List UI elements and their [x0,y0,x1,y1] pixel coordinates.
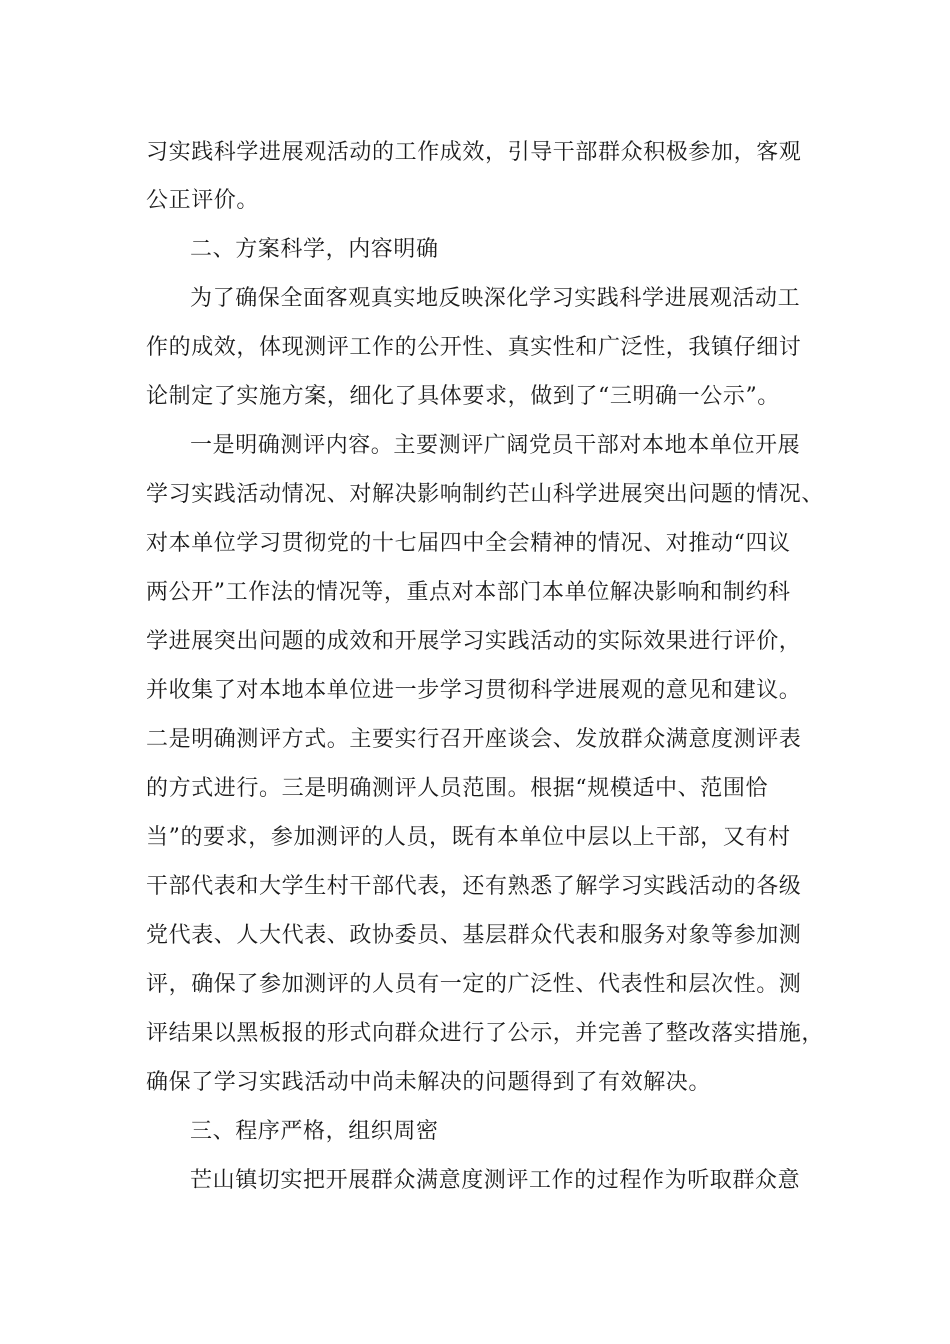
text-line-17: 党代表、人大代表、政协委员、基层群众代表和服务对象等参加测 [146,923,802,948]
text-line-5: 作的成效，体现测评工作的公开性、真实性和广泛性，我镇仔细讨 [146,335,802,360]
text-line-1: 习实践科学进展观活动的工作成效，引导干部群众积极参加，客观 [146,140,802,165]
text-line-12: 并收集了对本地本单位进一步学习贯彻科学进展观的意见和建议。 [146,678,802,703]
text-line-10: 两公开”工作法的情况等，重点对本部门本单位解决影响和制约科 [146,580,791,605]
text-line-6: 论制定了实施方案，细化了具体要求，做到了“三明确一公示”。 [146,384,780,409]
text-line-2: 公正评价。 [146,188,260,213]
text-line-7: 一是明确测评内容。主要测评广阔党员干部对本地本单位开展 [190,433,801,458]
text-line-13: 二是明确测评方式。主要实行召开座谈会、发放群众满意度测评表 [146,727,802,752]
text-line-4: 为了确保全面客观真实地反映深化学习实践科学进展观活动工 [190,286,801,311]
text-line-11: 学进展突出问题的成效和开展学习实践活动的实际效果进行评价， [146,629,802,654]
text-line-19: 评结果以黑板报的形式向群众进行了公示，并完善了整改落实措施， [146,1021,825,1046]
text-line-9: 对本单位学习贯彻党的十七届四中全会精神的情况、对推动“四议 [146,531,791,556]
text-line-20: 确保了学习实践活动中尚未解决的问题得到了有效解决。 [146,1070,712,1095]
text-line-16: 干部代表和大学生村干部代表，还有熟悉了解学习实践活动的各级 [146,874,802,899]
section-heading-3: 三、程序严格，组织周密 [190,1119,439,1144]
text-line-18: 评，确保了参加测评的人员有一定的广泛性、代表性和层次性。测 [146,972,802,997]
section-heading-2: 二、方案科学，内容明确 [190,237,439,262]
text-line-8: 学习实践活动情况、对解决影响制约芒山科学进展突出问题的情况、 [146,482,825,507]
text-line-14: 的方式进行。三是明确测评人员范围。根据“规模适中、范围恰 [146,776,769,801]
text-line-15: 当”的要求，参加测评的人员，既有本单位中层以上干部，又有村 [146,825,791,850]
text-line-22: 芒山镇切实把开展群众满意度测评工作的过程作为听取群众意 [190,1168,801,1193]
